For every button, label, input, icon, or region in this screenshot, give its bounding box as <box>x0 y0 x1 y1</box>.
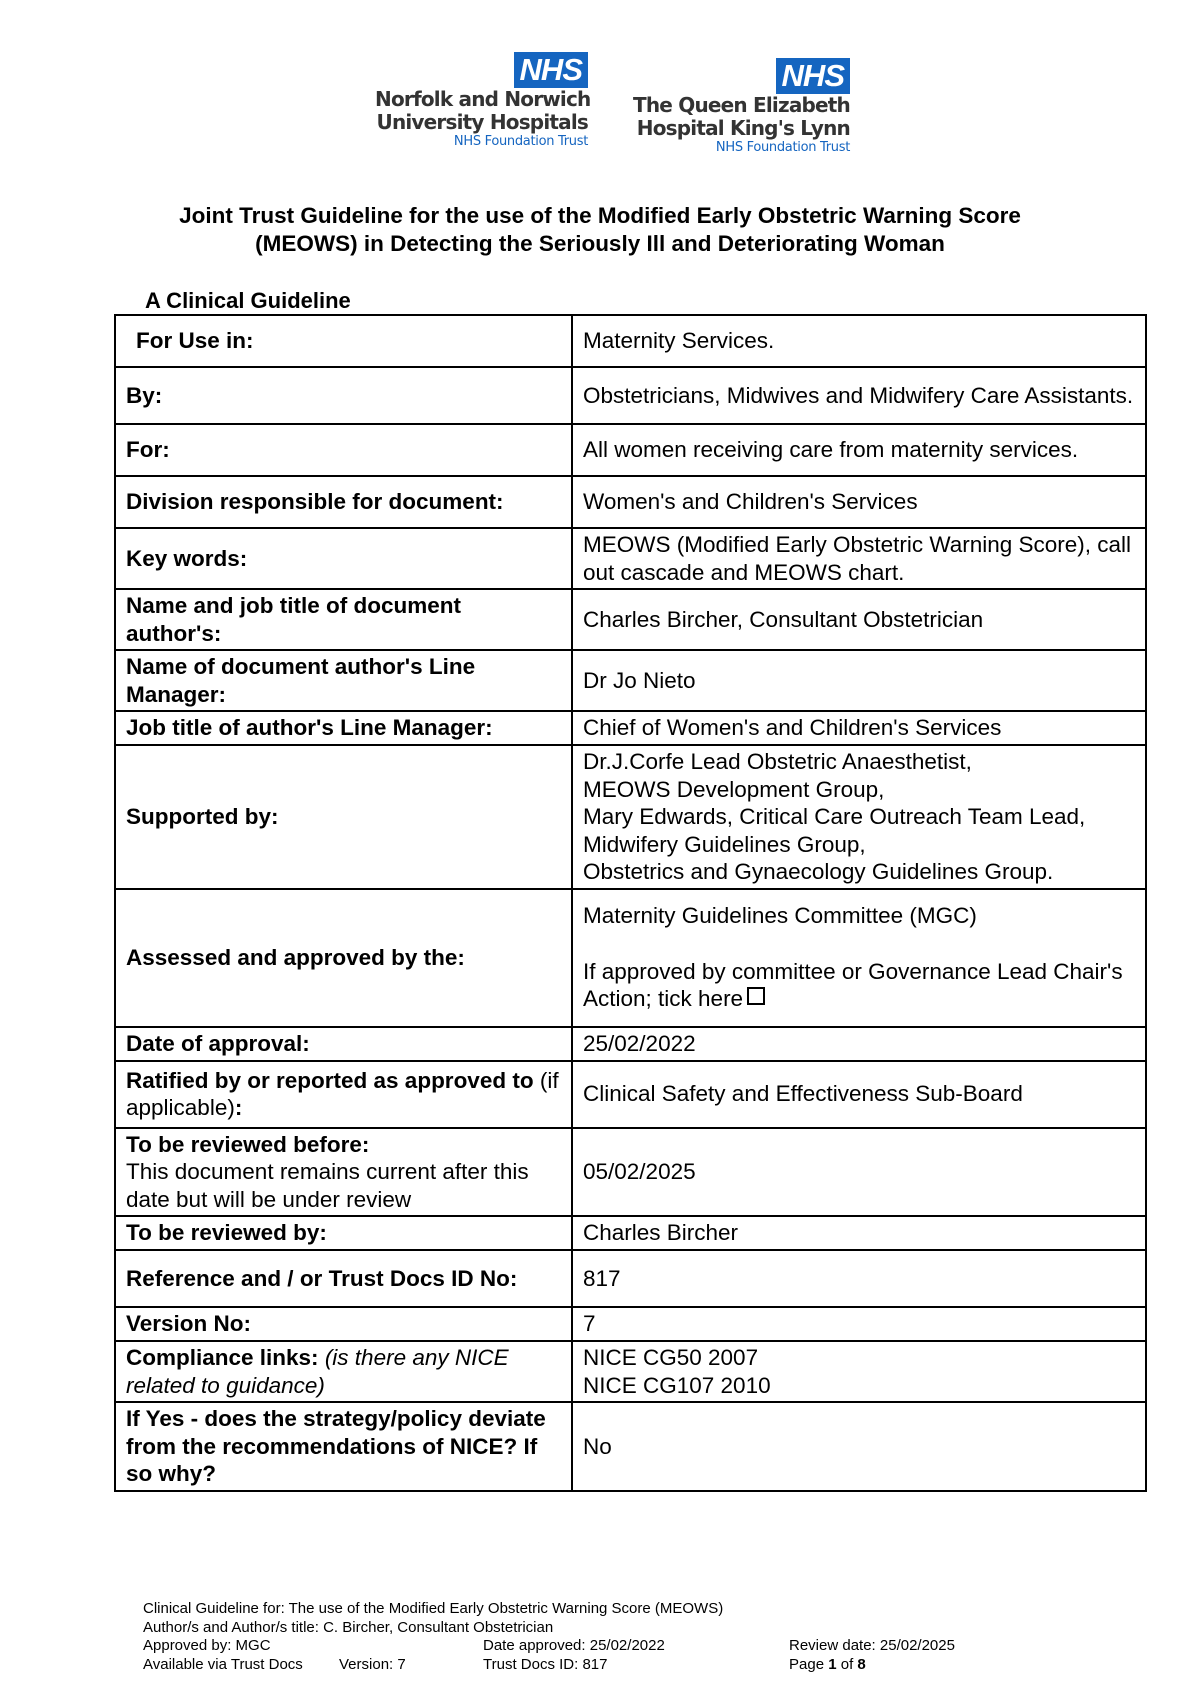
chairs-action-line <box>583 958 1135 1013</box>
ratified-label: Ratified by or reported as approved to <box>126 1067 534 1093</box>
logo-name-line2: University Hospitals <box>376 110 588 134</box>
row-value: No <box>572 1402 1146 1491</box>
document-kind: A Clinical Guideline <box>145 288 351 313</box>
table-row <box>115 650 1146 711</box>
compliance-note: (is there any NICE related to guidance) <box>126 1345 509 1398</box>
table-row <box>115 476 1146 528</box>
nhs-badge: NHS <box>514 52 588 88</box>
nhs-badge: NHS <box>776 58 850 94</box>
supporter-line: Midwifery Guidelines Group, <box>583 831 866 857</box>
table-row <box>115 1216 1146 1250</box>
row-value: 7 <box>572 1307 1146 1341</box>
row-value: 817 <box>572 1250 1146 1307</box>
table-row <box>115 711 1146 745</box>
row-label: Name of document author's Line Manager: <box>115 650 572 711</box>
title-line-1: Joint Trust Guideline for the use of the Modified Early Obstetric Warning Score <box>179 203 1021 228</box>
table-row <box>115 528 1146 589</box>
footer-review-date: Review date: 25/02/2025 <box>789 1637 955 1654</box>
footer-page-number: Page 1 of 8 <box>789 1655 866 1673</box>
row-label <box>115 1128 572 1217</box>
review-before-label: To be reviewed before: <box>126 1131 370 1157</box>
ratified-colon: : <box>234 1095 243 1120</box>
compliance-label: Compliance links: <box>126 1345 319 1370</box>
compliance-link: NICE CG107 2010 <box>583 1372 771 1398</box>
footer-approved-by: Approved by: MGC <box>143 1637 271 1654</box>
row-label: Assessed and approved by the: <box>115 889 572 1027</box>
row-label: Supported by: <box>115 745 572 889</box>
table-row <box>115 589 1146 650</box>
row-value: Charles Bircher <box>572 1216 1146 1250</box>
review-before-note: This document remains current after this date but will be under review <box>126 1159 529 1212</box>
table-row <box>115 424 1146 476</box>
approver-committee: Maternity Guidelines Committee (MGC) <box>583 903 977 929</box>
nnuh-logo <box>375 52 591 150</box>
row-value: MEOWS (Modified Early Obstetric Warning Score), call out cascade and MEOWS chart. <box>572 528 1146 589</box>
row-value: Dr Jo Nieto <box>572 650 1146 711</box>
supporter-line: Dr.J.Corfe Lead Obstetric Anaesthetist, <box>583 749 972 774</box>
supporter-line: Mary Edwards, Critical Care Outreach Team Lead, <box>583 804 1086 829</box>
row-label <box>115 1341 572 1402</box>
row-label: Job title of author's Line Manager: <box>115 711 572 745</box>
row-label <box>115 1061 572 1128</box>
row-value <box>572 889 1146 1027</box>
chairs-action-text: If approved by committee or Governance Lead Chair's Action; tick here <box>583 958 1123 1012</box>
page-footer <box>143 1600 955 1674</box>
row-value: All women receiving care from maternity services. <box>572 424 1146 476</box>
table-row <box>115 367 1146 424</box>
footer-docs-row <box>143 1656 955 1675</box>
table-row <box>115 1061 1146 1128</box>
row-value <box>572 1341 1146 1402</box>
supporter-line: MEOWS Development Group, <box>583 776 885 802</box>
row-label: Date of approval: <box>115 1027 572 1061</box>
logo-trust-label: NHS Foundation Trust <box>715 140 850 155</box>
compliance-link: NICE CG50 2007 <box>583 1345 759 1370</box>
row-value: Clinical Safety and Effectiveness Sub-Board <box>572 1061 1146 1128</box>
footer-trust-docs-id: Trust Docs ID: 817 <box>483 1655 608 1673</box>
table-row <box>115 1128 1146 1217</box>
logo-name-line2: Hospital King's Lynn <box>636 116 850 140</box>
document-info-table <box>114 314 1147 1492</box>
row-label: Version No: <box>115 1307 572 1341</box>
row-value: 25/02/2022 <box>572 1027 1146 1061</box>
row-label: Name and job title of document author's: <box>115 589 572 650</box>
table-row <box>115 1027 1146 1061</box>
row-value: Women's and Children's Services <box>572 476 1146 528</box>
table-row <box>115 889 1146 1027</box>
supporter-line: Obstetrics and Gynaecology Guidelines Group. <box>583 859 1054 884</box>
ratified-note: (if applicable) <box>126 1067 559 1120</box>
row-value: Charles Bircher, Consultant Obstetrician <box>572 589 1146 650</box>
footer-available: Available via Trust Docs <box>143 1655 303 1673</box>
row-value <box>572 745 1146 889</box>
footer-guideline-line: Clinical Guideline for: The use of the Modified Early Obstetric Warning Score (MEOWS) <box>143 1600 724 1617</box>
footer-version: Version: 7 <box>339 1655 406 1673</box>
row-label: For Use in: <box>115 315 572 367</box>
logo-name-line1: Norfolk and Norwich <box>375 87 591 111</box>
row-label: Division responsible for document: <box>115 476 572 528</box>
row-value: Chief of Women's and Children's Services <box>572 711 1146 745</box>
table-row <box>115 1307 1146 1341</box>
logo-name-line1: The Queen Elizabeth <box>633 93 850 117</box>
row-value: Maternity Services. <box>572 315 1146 367</box>
table-row <box>115 745 1146 889</box>
row-label: By: <box>115 367 572 424</box>
row-label: Key words: <box>115 528 572 589</box>
table-row <box>115 1341 1146 1402</box>
row-label: Reference and / or Trust Docs ID No: <box>115 1250 572 1307</box>
row-label: To be reviewed by: <box>115 1216 572 1250</box>
table-row <box>115 1402 1146 1491</box>
title-line-2: (MEOWS) in Detecting the Seriously Ill and Deteriorating Woman <box>255 231 945 256</box>
row-value: 05/02/2025 <box>572 1128 1146 1217</box>
footer-date-approved: Date approved: 25/02/2022 <box>483 1637 665 1654</box>
footer-author-line: Author/s and Author/s title: C. Bircher, Consultant Obstetrician <box>143 1618 554 1636</box>
row-value: Obstetricians, Midwives and Midwifery Care Assistants. <box>572 367 1146 424</box>
table-row <box>115 1250 1146 1307</box>
row-label: If Yes - does the strategy/policy deviate from the recommendations of NICE? If so why? <box>115 1402 572 1491</box>
table-row <box>115 315 1146 367</box>
tick-checkbox[interactable] <box>747 987 765 1005</box>
footer-approval-row <box>143 1637 955 1656</box>
row-label: For: <box>115 424 572 476</box>
qeh-logo <box>628 58 850 156</box>
logo-trust-label: NHS Foundation Trust <box>453 134 588 149</box>
document-title <box>100 202 1100 258</box>
